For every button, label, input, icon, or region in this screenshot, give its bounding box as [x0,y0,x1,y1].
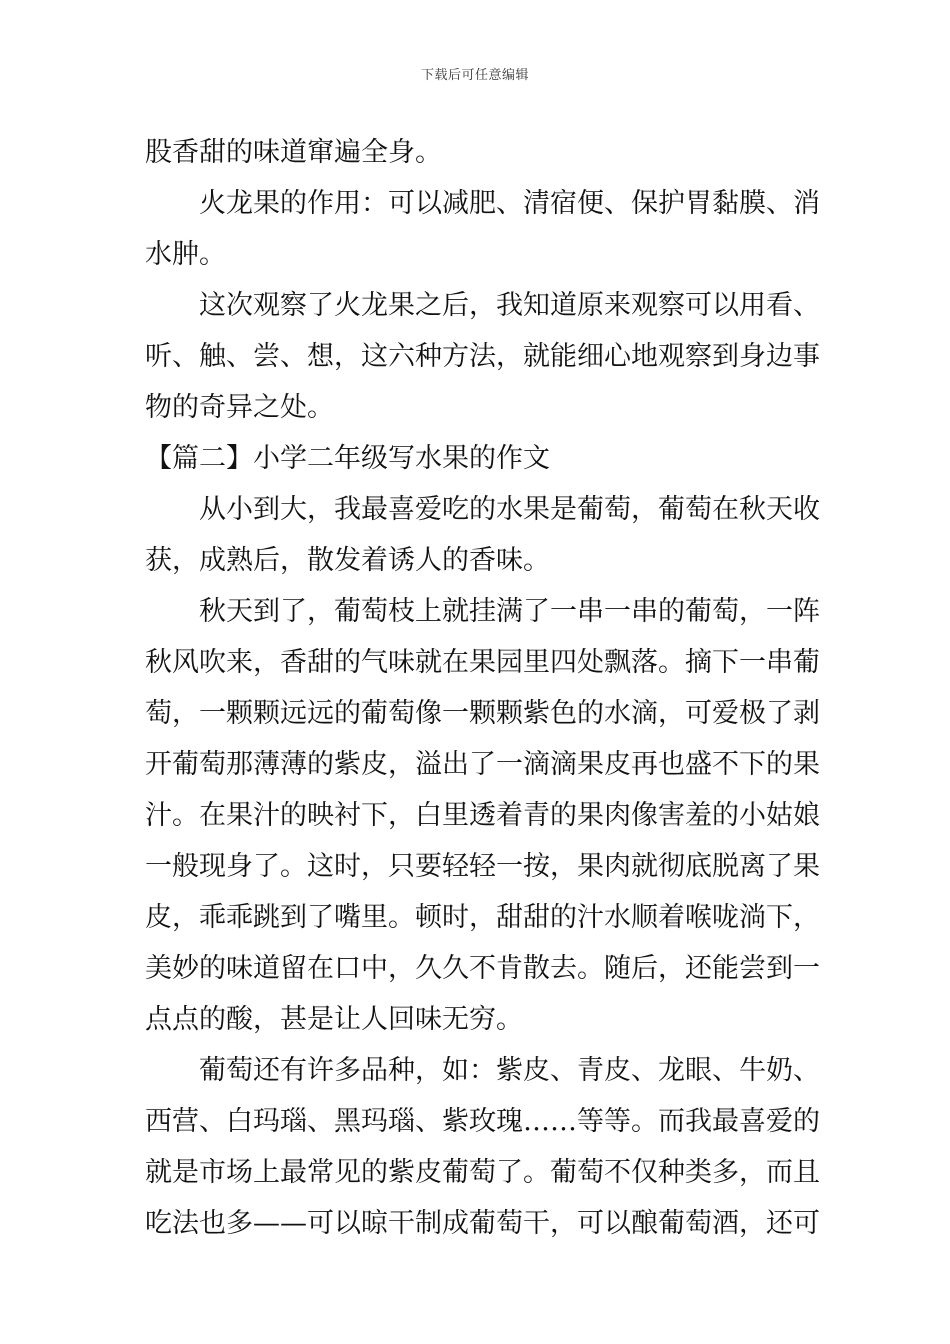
text-line: 点点的酸，甚是让人回味无穷。 [145,1004,523,1035]
text-line: 物的奇异之处。 [145,392,334,423]
text-line: 吃法也多——可以晾干制成葡萄干，可以酿葡萄酒，还可 [145,1208,820,1239]
text-line: 听、触、尝、想，这六种方法，就能细心地观察到身边事 [145,341,820,372]
text-line: 秋天到了，葡萄枝上就挂满了一串一串的葡萄，一阵 [199,596,820,627]
text-line: 这次观察了火龙果之后，我知道原来观察可以用看、 [199,290,820,321]
text-line: 火龙果的作用：可以减肥、清宿便、保护胃黏膜、消 [199,188,820,219]
text-line: 一般现身了。这时，只要轻轻一按，果肉就彻底脱离了果 [145,851,820,882]
text-line: 股香甜的味道窜遍全身。 [145,137,442,168]
text-line: 获，成熟后，散发着诱人的香味。 [145,545,550,576]
text-line: 开葡萄那薄薄的紫皮，溢出了一滴滴果皮再也盛不下的果 [145,749,820,780]
text-line: 西营、白玛瑙、黑玛瑙、紫玫瑰……等等。而我最喜爱的 [145,1106,820,1137]
page-header: 下载后可任意编辑 [420,68,529,83]
text-line: 美妙的味道留在口中，久久不肯散去。随后，还能尝到一 [145,953,820,984]
text-line: 汁。在果汁的映衬下，白里透着青的果肉像害羞的小姑娘 [145,800,820,831]
text-line: 萄，一颗颗远远的葡萄像一颗颗紫色的水滴，可爱极了剥 [145,698,820,729]
section-heading: 【篇二】小学二年级写水果的作文 [145,443,550,474]
document-body [145,127,820,1249]
text-line: 秋风吹来，香甜的气味就在果园里四处飘落。摘下一串葡 [145,647,820,678]
text-line: 就是市场上最常见的紫皮葡萄了。葡萄不仅种类多，而且 [145,1157,820,1188]
text-line: 水肿。 [145,239,226,270]
text-line: 从小到大，我最喜爱吃的水果是葡萄，葡萄在秋天收 [199,494,820,525]
text-line: 皮，乖乖跳到了嘴里。顿时，甜甜的汁水顺着喉咙淌下， [145,902,820,933]
text-line: 葡萄还有许多品种，如：紫皮、青皮、龙眼、牛奶、 [199,1055,820,1086]
